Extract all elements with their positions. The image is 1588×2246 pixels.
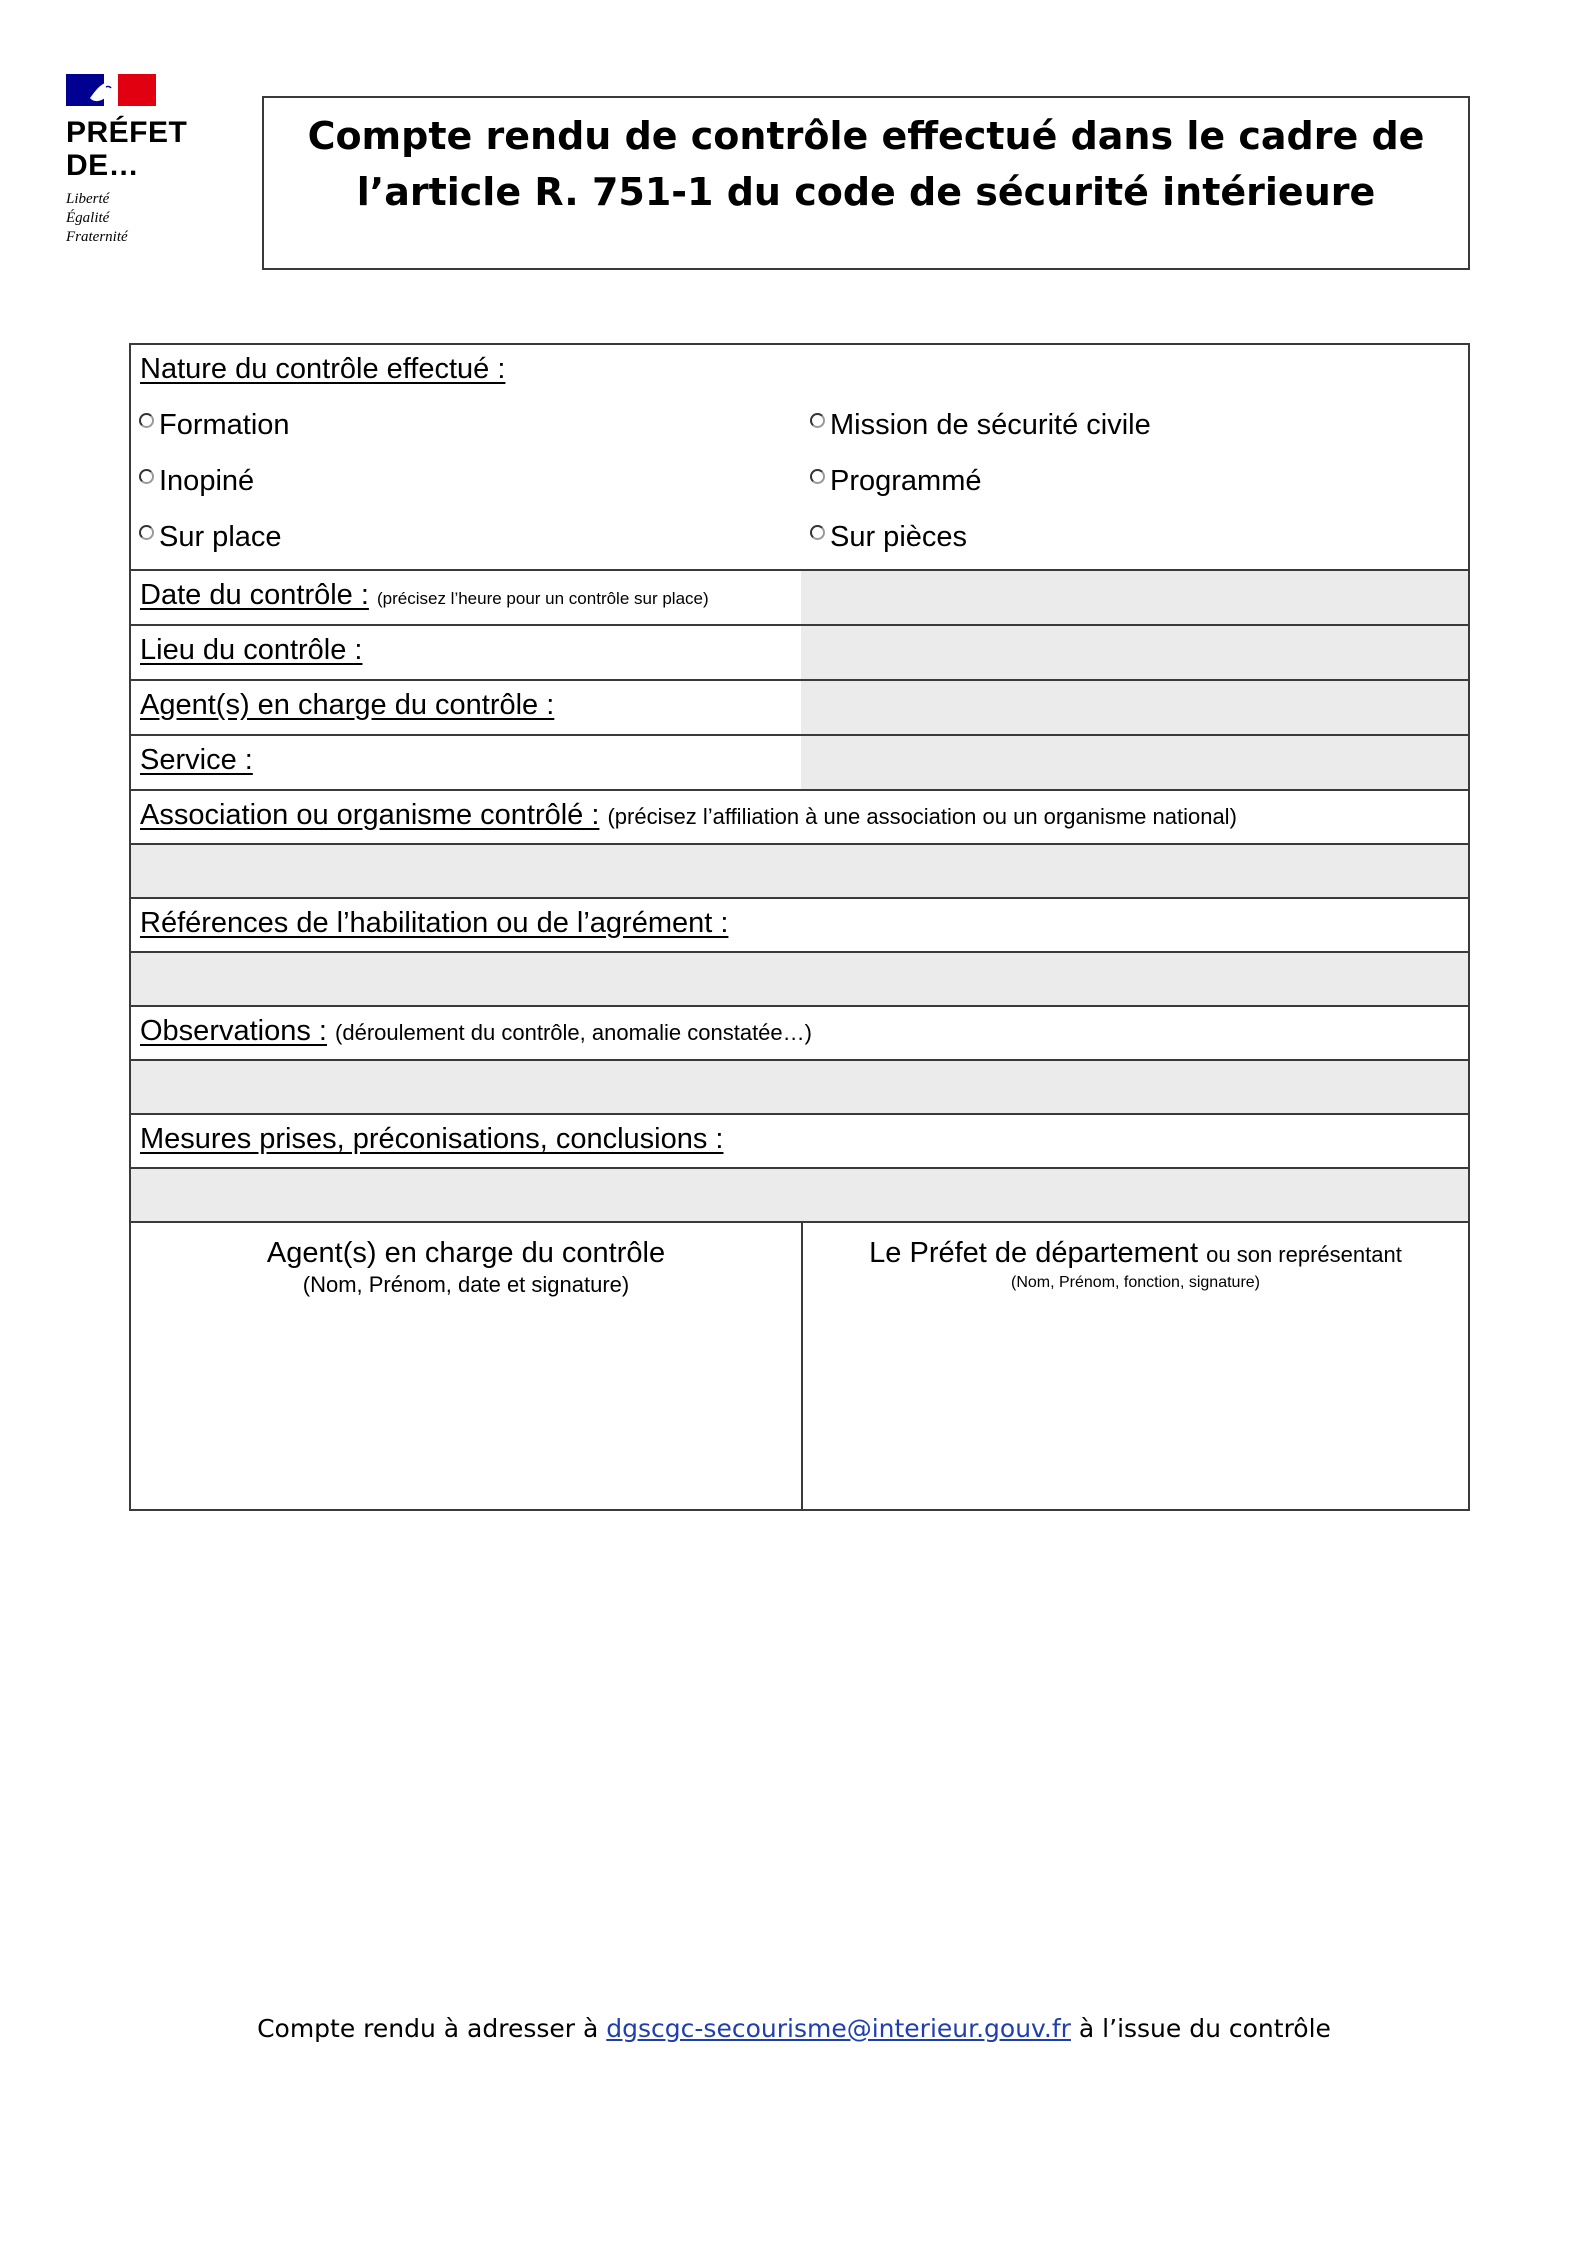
mesures-input-field[interactable] — [131, 1167, 1468, 1221]
document-title — [262, 96, 1470, 270]
date-hint: (précisez l’heure pour un contrôle sur place) — [376, 589, 709, 608]
references-label: Références de l’habilitation ou de l’agrément : — [140, 907, 729, 939]
radio-circle-icon — [139, 413, 154, 428]
radio-formation-label: Formation — [159, 409, 290, 441]
footer-note — [0, 2014, 1588, 2043]
radio-mission-securite-civile[interactable] — [810, 409, 1151, 442]
footer-before: Compte rendu à adresser à — [257, 2014, 599, 2043]
radio-circle-icon — [810, 413, 825, 428]
mesures-label: Mesures prises, préconisations, conclusions : — [140, 1123, 724, 1155]
control-report-form — [129, 343, 1470, 1511]
agents-label: Agent(s) en charge du contrôle : — [140, 689, 555, 721]
association-input-field[interactable] — [131, 843, 1468, 897]
association-row — [131, 789, 1468, 843]
radio-circle-icon — [810, 469, 825, 484]
radio-programme[interactable] — [810, 465, 982, 498]
agent-signature-box[interactable] — [131, 1223, 801, 1509]
radio-sur-place[interactable] — [139, 521, 282, 554]
observations-row — [131, 1005, 1468, 1059]
title-line2: l’article R. 751-1 du code de sécurité intérieure — [356, 170, 1376, 214]
republic-motto — [66, 190, 196, 247]
motto-egalite: Égalité — [66, 210, 110, 226]
radio-inopine-label: Inopiné — [159, 465, 255, 497]
radio-sur-place-label: Sur place — [159, 521, 282, 553]
radio-circle-icon — [139, 469, 154, 484]
radio-sur-pieces-label: Sur pièces — [830, 521, 968, 553]
prefet-signature-title: Le Préfet de département — [869, 1237, 1199, 1269]
prefet-signature-title-small: ou son représentant — [1206, 1242, 1402, 1267]
signature-section — [131, 1221, 1468, 1509]
nature-label: Nature du contrôle effectué : — [140, 353, 506, 385]
association-hint: (précisez l’affiliation à une association ou un organisme national) — [607, 804, 1237, 829]
observations-label: Observations : — [140, 1015, 327, 1047]
prefet-line1: PRÉFET — [66, 116, 188, 149]
agent-signature-title: Agent(s) en charge du contrôle — [266, 1237, 666, 1269]
service-label: Service : — [140, 744, 253, 776]
lieu-row — [131, 624, 1468, 679]
marianne-icon — [86, 78, 120, 104]
service-row — [131, 734, 1468, 789]
radio-sur-pieces[interactable] — [810, 521, 967, 554]
agents-input-field[interactable] — [801, 681, 1468, 734]
prefet-signature-box[interactable] — [803, 1223, 1468, 1509]
french-flag-icon — [66, 74, 156, 106]
prefet-signature-sub: (Nom, Prénom, fonction, signature) — [1011, 1274, 1260, 1291]
title-line1: Compte rendu de contrôle effectué dans le cadre de — [307, 114, 1425, 158]
radio-inopine[interactable] — [139, 465, 254, 498]
association-label: Association ou organisme contrôlé : — [140, 799, 600, 831]
service-input-field[interactable] — [801, 736, 1468, 789]
motto-liberte: Liberté — [66, 191, 110, 207]
prefet-line2: DE… — [66, 149, 140, 182]
radio-circle-icon — [139, 525, 154, 540]
footer-email-link[interactable]: dgscgc-secourisme@interieur.gouv.fr — [606, 2014, 1071, 2043]
date-row — [131, 569, 1468, 624]
date-input-field[interactable] — [801, 571, 1468, 624]
lieu-input-field[interactable] — [801, 626, 1468, 679]
observations-input-field[interactable] — [131, 1059, 1468, 1113]
agents-row — [131, 679, 1468, 734]
radio-circle-icon — [810, 525, 825, 540]
motto-fraternite: Fraternité — [66, 229, 128, 245]
footer-after: à l’issue du contrôle — [1078, 2014, 1331, 2043]
radio-mission-label: Mission de sécurité civile — [830, 409, 1151, 441]
date-label: Date du contrôle : — [140, 579, 369, 611]
references-input-field[interactable] — [131, 951, 1468, 1005]
prefet-logo — [66, 74, 196, 247]
observations-hint: (déroulement du contrôle, anomalie constatée…) — [335, 1020, 812, 1045]
radio-programme-label: Programmé — [830, 465, 982, 497]
radio-formation[interactable] — [139, 409, 290, 442]
lieu-label: Lieu du contrôle : — [140, 634, 363, 666]
agent-signature-sub: (Nom, Prénom, date et signature) — [302, 1272, 630, 1297]
mesures-row — [131, 1113, 1468, 1167]
references-row — [131, 897, 1468, 951]
nature-section — [131, 345, 1468, 569]
